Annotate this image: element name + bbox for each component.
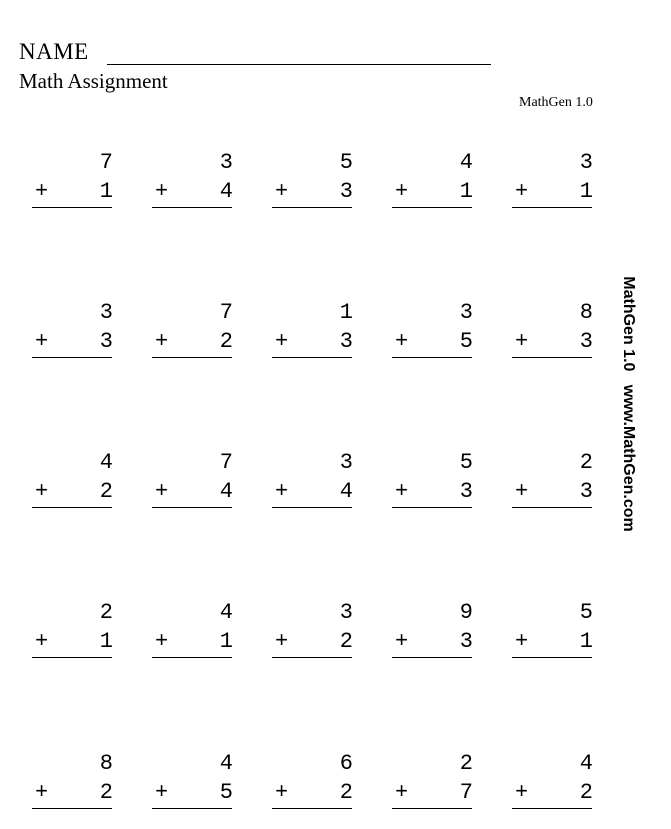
top-addend: 5	[579, 600, 593, 625]
plus-sign: +	[395, 179, 409, 204]
bottom-addend: 3	[339, 179, 353, 204]
addition-problem-r2-c5	[512, 300, 594, 362]
answer-line	[32, 207, 112, 208]
plus-sign: +	[515, 780, 529, 805]
bottom-addend: 3	[459, 629, 473, 654]
top-addend: 6	[339, 751, 353, 776]
top-addend: 2	[579, 450, 593, 475]
answer-line	[392, 207, 472, 208]
addition-problem-r1-c5	[512, 150, 594, 212]
bottom-addend: 2	[339, 780, 353, 805]
plus-sign: +	[155, 629, 169, 654]
name-line	[107, 64, 491, 65]
top-addend: 3	[579, 150, 593, 175]
answer-line	[32, 507, 112, 508]
answer-line	[32, 808, 112, 809]
addition-problem-r4-c4	[392, 600, 474, 662]
answer-line	[512, 507, 592, 508]
bottom-addend: 4	[339, 479, 353, 504]
plus-sign: +	[395, 629, 409, 654]
plus-sign: +	[35, 179, 49, 204]
plus-sign: +	[515, 479, 529, 504]
plus-sign: +	[35, 329, 49, 354]
version-label: MathGen 1.0	[519, 95, 593, 110]
plus-sign: +	[395, 479, 409, 504]
bottom-addend: 5	[219, 780, 233, 805]
top-addend: 2	[99, 600, 113, 625]
plus-sign: +	[275, 780, 289, 805]
top-addend: 7	[219, 450, 233, 475]
bottom-addend: 1	[579, 179, 593, 204]
addition-problem-r4-c5	[512, 600, 594, 662]
answer-line	[392, 657, 472, 658]
side-watermark-text: MathGen 1.0 www.MathGen.com	[620, 276, 637, 532]
answer-line	[152, 808, 232, 809]
bottom-addend: 1	[99, 179, 113, 204]
top-addend: 4	[459, 150, 473, 175]
top-addend: 5	[459, 450, 473, 475]
answer-line	[272, 808, 352, 809]
plus-sign: +	[155, 329, 169, 354]
answer-line	[32, 357, 112, 358]
answer-line	[32, 657, 112, 658]
bottom-addend: 2	[219, 329, 233, 354]
bottom-addend: 3	[579, 479, 593, 504]
plus-sign: +	[515, 629, 529, 654]
plus-sign: +	[155, 479, 169, 504]
plus-sign: +	[35, 629, 49, 654]
addition-problem-r3-c3	[272, 450, 354, 512]
bottom-addend: 1	[99, 629, 113, 654]
answer-line	[392, 357, 472, 358]
bottom-addend: 1	[219, 629, 233, 654]
addition-problem-r1-c4	[392, 150, 474, 212]
bottom-addend: 3	[339, 329, 353, 354]
top-addend: 4	[219, 751, 233, 776]
answer-line	[512, 808, 592, 809]
bottom-addend: 1	[579, 629, 593, 654]
top-addend: 8	[99, 751, 113, 776]
bottom-addend: 2	[579, 780, 593, 805]
addition-problem-r5-c2	[152, 751, 234, 813]
bottom-addend: 3	[579, 329, 593, 354]
addition-problem-r2-c4	[392, 300, 474, 362]
top-addend: 3	[459, 300, 473, 325]
bottom-addend: 2	[339, 629, 353, 654]
addition-problem-r3-c4	[392, 450, 474, 512]
plus-sign: +	[275, 629, 289, 654]
answer-line	[512, 657, 592, 658]
addition-problem-r5-c1	[32, 751, 114, 813]
top-addend: 1	[339, 300, 353, 325]
plus-sign: +	[275, 479, 289, 504]
answer-line	[272, 507, 352, 508]
plus-sign: +	[275, 329, 289, 354]
bottom-addend: 2	[99, 780, 113, 805]
addition-problem-r5-c4	[392, 751, 474, 813]
plus-sign: +	[515, 179, 529, 204]
top-addend: 4	[99, 450, 113, 475]
plus-sign: +	[395, 329, 409, 354]
addition-problem-r3-c5	[512, 450, 594, 512]
bottom-addend: 5	[459, 329, 473, 354]
addition-problem-r1-c1	[32, 150, 114, 212]
bottom-addend: 2	[99, 479, 113, 504]
answer-line	[512, 207, 592, 208]
top-addend: 3	[219, 150, 233, 175]
addition-problem-r4-c3	[272, 600, 354, 662]
addition-problem-r1-c2	[152, 150, 234, 212]
top-addend: 7	[99, 150, 113, 175]
plus-sign: +	[155, 179, 169, 204]
bottom-addend: 4	[219, 479, 233, 504]
plus-sign: +	[35, 479, 49, 504]
top-addend: 3	[339, 450, 353, 475]
addition-problem-r4-c1	[32, 600, 114, 662]
bottom-addend: 3	[99, 329, 113, 354]
bottom-addend: 1	[459, 179, 473, 204]
top-addend: 2	[459, 751, 473, 776]
addition-problem-r4-c2	[152, 600, 234, 662]
assignment-title: Math Assignment	[19, 69, 168, 93]
addition-problem-r5-c5	[512, 751, 594, 813]
addition-problem-r3-c2	[152, 450, 234, 512]
addition-problem-r3-c1	[32, 450, 114, 512]
top-addend: 5	[339, 150, 353, 175]
top-addend: 3	[339, 600, 353, 625]
top-addend: 7	[219, 300, 233, 325]
top-addend: 4	[219, 600, 233, 625]
plus-sign: +	[275, 179, 289, 204]
answer-line	[272, 357, 352, 358]
answer-line	[152, 507, 232, 508]
answer-line	[152, 207, 232, 208]
bottom-addend: 3	[459, 479, 473, 504]
addition-problem-r2-c3	[272, 300, 354, 362]
answer-line	[392, 507, 472, 508]
addition-problem-r2-c1	[32, 300, 114, 362]
plus-sign: +	[155, 780, 169, 805]
plus-sign: +	[395, 780, 409, 805]
bottom-addend: 4	[219, 179, 233, 204]
bottom-addend: 7	[459, 780, 473, 805]
name-label: NAME	[19, 39, 89, 64]
answer-line	[392, 808, 472, 809]
top-addend: 8	[579, 300, 593, 325]
top-addend: 3	[99, 300, 113, 325]
answer-line	[272, 207, 352, 208]
top-addend: 4	[579, 751, 593, 776]
answer-line	[272, 657, 352, 658]
addition-problem-r5-c3	[272, 751, 354, 813]
plus-sign: +	[515, 329, 529, 354]
addition-problem-r1-c3	[272, 150, 354, 212]
answer-line	[152, 657, 232, 658]
answer-line	[152, 357, 232, 358]
addition-problem-r2-c2	[152, 300, 234, 362]
answer-line	[512, 357, 592, 358]
top-addend: 9	[459, 600, 473, 625]
plus-sign: +	[35, 780, 49, 805]
